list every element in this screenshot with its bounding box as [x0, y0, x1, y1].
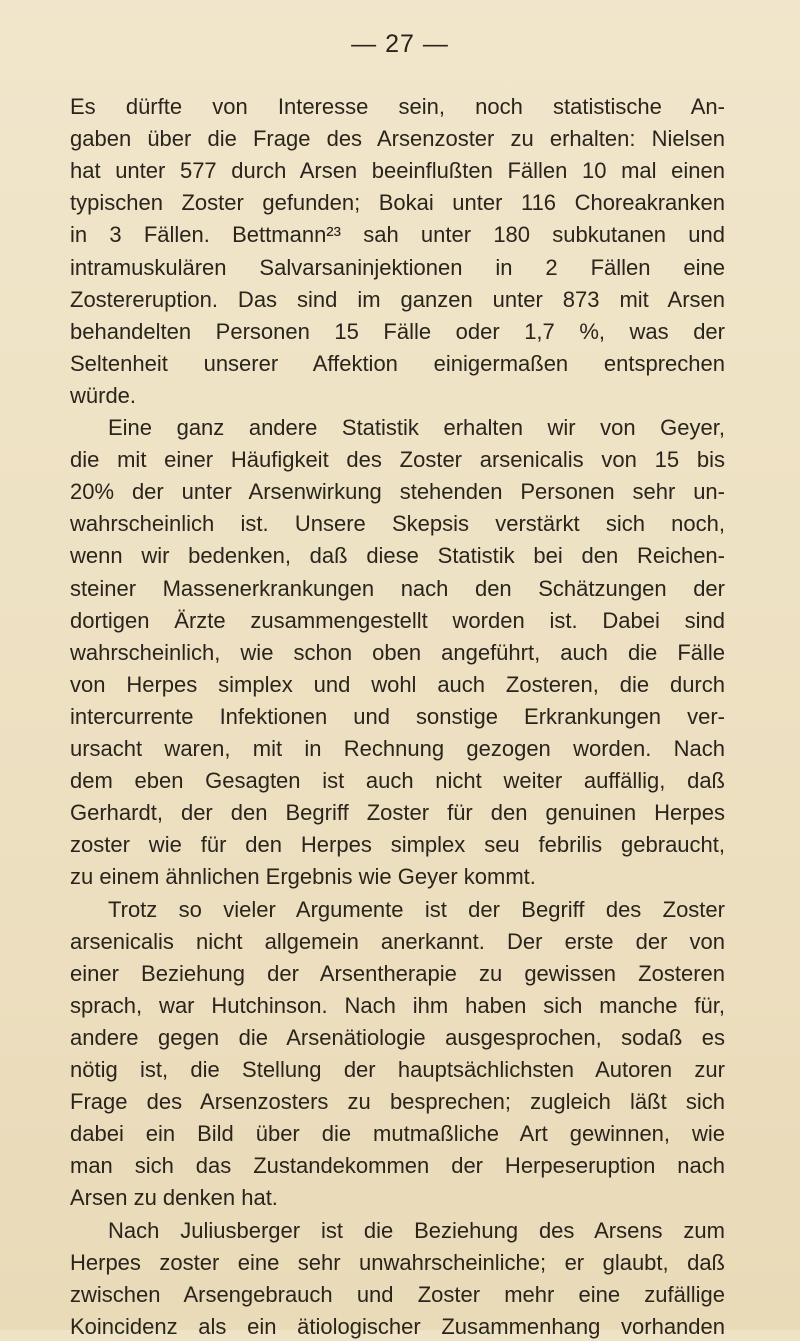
text-line: gaben über die Frage des Arsenzoster zu erhalten: Nielsen	[70, 126, 725, 152]
text-line: Herpes zoster eine sehr unwahrscheinliche; er glaubt, daß	[70, 1249, 725, 1275]
text-line: dortigen Ärzte zusammengestellt worden ist. Dabei sind	[70, 607, 725, 633]
text-line: intramuskulären Salvarsaninjektionen in 2 Fällen eine	[70, 254, 725, 280]
text-line: hat unter 577 durch Arsen beeinflußten Fällen 10 mal einen	[70, 158, 725, 184]
text-line: zoster wie für den Herpes simplex seu febrilis gebraucht,	[70, 832, 725, 858]
text-line: arsenicalis nicht allgemein anerkannt. Der erste der von	[70, 928, 725, 954]
text-line: zwischen Arsengebrauch und Zoster mehr eine zufällige	[70, 1281, 725, 1307]
text-line: Frage des Arsenzosters zu besprechen; zugleich läßt sich	[70, 1089, 725, 1115]
text-line: Seltenheit unserer Affektion einigermaßen entsprechen	[70, 350, 725, 376]
text-line: wenn wir bedenken, daß diese Statistik bei den Reichen-	[70, 543, 725, 569]
text-line: zu einem ähnlichen Ergebnis wie Geyer kommt.	[70, 864, 536, 890]
text-line: typischen Zoster gefunden; Bokai unter 116 Choreakranken	[70, 190, 725, 216]
text-line: die mit einer Häufigkeit des Zoster arsenicalis von 15 bis	[70, 447, 725, 473]
text-line: wahrscheinlich ist. Unsere Skepsis verstärkt sich noch,	[70, 511, 725, 537]
text-line: Nach Juliusberger ist die Beziehung des Arsens zum	[108, 1217, 725, 1243]
text-line: Eine ganz andere Statistik erhalten wir von Geyer,	[108, 415, 725, 440]
text-line: nötig ist, die Stellung der hauptsächlichsten Autoren zur	[70, 1057, 725, 1082]
text-line: Koincidenz als ein ätiologischer Zusammenhang vorhanden	[70, 1313, 725, 1339]
text-line: würde.	[70, 382, 137, 408]
text-line: intercurrente Infektionen und sonstige Erkrankungen ver-	[70, 703, 725, 729]
text-line: behandelten Personen 15 Fälle oder 1,7 %, was der	[70, 318, 725, 344]
text-line: Zostereruption. Das sind im ganzen unter 873 mit Arsen	[70, 286, 725, 312]
text-line: wahrscheinlich, wie schon oben angeführt, auch die Fälle	[70, 639, 725, 665]
text-line: ursacht waren, mit in Rechnung gezogen worden. Nach	[70, 736, 725, 761]
text-line: in 3 Fällen. Bettmann²³ sah unter 180 subkutanen und	[70, 222, 725, 248]
text-line: man sich das Zustandekommen der Herpeseruption nach	[70, 1153, 725, 1179]
text-line: Arsen zu denken hat.	[70, 1185, 278, 1211]
text-line: dabei ein Bild über die mutmaßliche Art gewinnen, wie	[70, 1121, 725, 1147]
text-line: steiner Massenerkrankungen nach den Schätzungen der	[70, 575, 725, 601]
text-line: Es dürfte von Interesse sein, noch statistische An-	[70, 94, 725, 119]
text-line: von Herpes simplex und wohl auch Zosteren, die durch	[70, 671, 725, 697]
page-number: — 27 —	[351, 30, 449, 58]
text-line: Trotz so vieler Argumente ist der Begriff des Zoster	[108, 896, 725, 922]
text-line: einer Beziehung der Arsentherapie zu gewissen Zosteren	[70, 960, 725, 986]
text-line: Gerhardt, der den Begriff Zoster für den genuinen Herpes	[70, 800, 725, 826]
text-line: dem eben Gesagten ist auch nicht weiter auffällig, daß	[70, 768, 725, 794]
text-line: sprach, war Hutchinson. Nach ihm haben sich manche für,	[70, 992, 725, 1018]
text-line: 20% der unter Arsenwirkung stehenden Personen sehr un-	[70, 479, 725, 505]
text-line: andere gegen die Arsenätiologie ausgesprochen, sodaß es	[70, 1024, 725, 1050]
